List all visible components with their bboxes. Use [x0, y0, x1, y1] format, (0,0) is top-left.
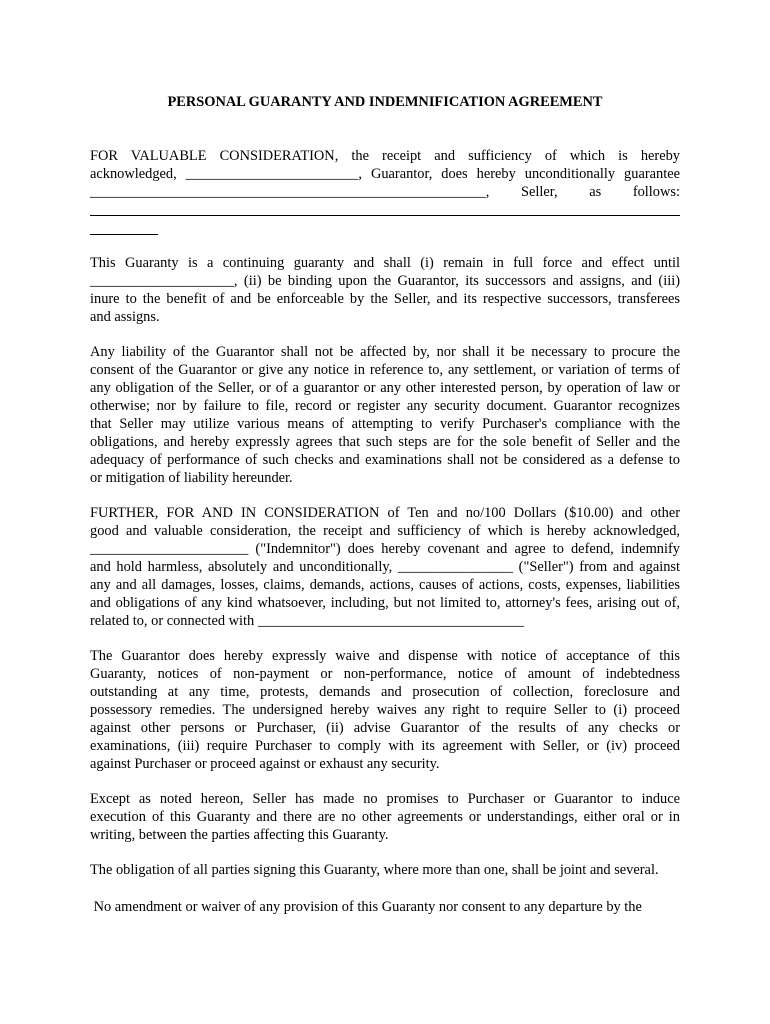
p4-line-5: any and all damages, losses, claims, demands, actions, causes of actions, costs, expenses, liabilities: [90, 577, 680, 593]
p3-line-3: any obligation of the Seller, or of a guarantor or any other interested person, by operation of law or: [90, 380, 680, 396]
p4-line-7: related to, or connected with _____________________________________: [90, 613, 525, 629]
p4-line-3: ______________________ ("Indemnitor") does hereby covenant and agree to defend, indemnify: [90, 541, 680, 557]
p4-line-4: and hold harmless, absolutely and unconditionally, ________________ ("Seller") from and against: [90, 559, 680, 575]
p2-line-4: and assigns.: [90, 309, 160, 325]
p6-line-1: Except as noted hereon, Seller has made no promises to Purchaser or Guarantor to induce: [90, 791, 680, 807]
document-title: PERSONAL GUARANTY AND INDEMNIFICATION AGREEMENT: [167, 94, 603, 110]
blank-line-rule: [90, 215, 680, 216]
p2-line-2: ____________________, (ii) be binding upon the Guarantor, its successors and assigns, and (iii): [90, 273, 680, 289]
blank-line-rule-short: [90, 234, 158, 235]
p1-line-1: FOR VALUABLE CONSIDERATION, the receipt and sufficiency of which is hereby: [90, 148, 680, 164]
p3-line-4: otherwise; nor by failure to file, record or register any security document. Guarantor recognizes: [90, 398, 680, 414]
p3-line-2: consent of the Guarantor or give any notice in reference to, any settlement, or variation of terms of: [90, 362, 680, 378]
p5-line-1: The Guarantor does hereby expressly waive and dispense with notice of acceptance of this: [90, 648, 680, 664]
p1-line-2: acknowledged, ________________________, Guarantor, does hereby unconditionally guarantee: [90, 166, 680, 182]
p4-line-6: and obligations of any kind whatsoever, including, but not limited to, attorney's fees, arising out of,: [90, 595, 680, 611]
p6-line-3: writing, between the parties affecting this Guaranty.: [90, 827, 389, 843]
p2-line-3: inure to the benefit of and be enforceable by the Seller, and its respective successors, transferees: [90, 291, 680, 307]
p4-line-1: FURTHER, FOR AND IN CONSIDERATION of Ten and no/100 Dollars ($10.00) and other: [90, 505, 680, 521]
p3-line-6: obligations, and hereby expressly agrees that such steps are for the sole benefit of Seller and the: [90, 434, 680, 450]
p5-line-6: examinations, (iii) require Purchaser to comply with its agreement with Seller, or (iv) proceed: [90, 738, 680, 754]
p5-line-2: Guaranty, notices of non-payment or non-performance, notice of amount of indebtedness: [90, 666, 680, 682]
p1-line-3: _______________________________________________________, Seller, as follows:: [90, 184, 680, 200]
p2-line-1: This Guaranty is a continuing guaranty and shall (i) remain in full force and effect until: [90, 255, 680, 271]
p7-line-1: The obligation of all parties signing this Guaranty, where more than one, shall be joint and several.: [90, 862, 659, 878]
p5-line-4: possessory remedies. The undersigned hereby waives any right to require Seller to (i) proceed: [90, 702, 680, 718]
p5-line-3: outstanding at any time, protests, demands and prosecution of collection, foreclosure and: [90, 684, 680, 700]
p4-line-2: good and valuable consideration, the receipt and sufficiency of which is hereby acknowledged,: [90, 523, 680, 539]
p6-line-2: execution of this Guaranty and there are no other agreements or understandings, either oral or in: [90, 809, 680, 825]
p3-line-8: or mitigation of liability hereunder.: [90, 470, 293, 486]
p3-line-7: adequacy of performance of such checks and examinations shall not be considered as a defense to: [90, 452, 680, 468]
p5-line-5: against other persons or Purchaser, (ii) advise Guarantor of the results of any checks or: [90, 720, 680, 736]
p5-line-7: against Purchaser or proceed against or exhaust any security.: [90, 756, 440, 772]
p3-line-1: Any liability of the Guarantor shall not be affected by, nor shall it be necessary to procure the: [90, 344, 680, 360]
p8-line-1: No amendment or waiver of any provision of this Guaranty nor consent to any departure by the: [90, 899, 642, 915]
p3-line-5: that Seller may utilize various means of attempting to verify Purchaser's compliance with the: [90, 416, 680, 432]
